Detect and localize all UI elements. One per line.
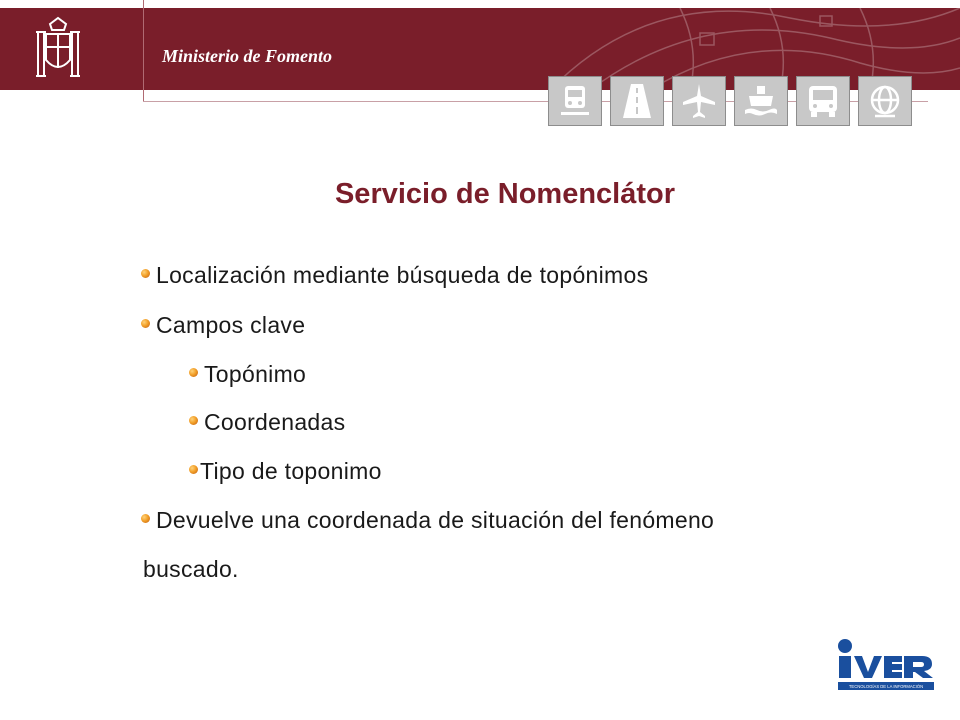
bullet-dot-icon	[189, 465, 198, 474]
bullet-dot-icon	[141, 514, 150, 523]
sub-bullet-item	[189, 361, 306, 388]
globe-icon	[858, 76, 912, 126]
slide-title: Servicio de Nomenclátor	[334, 178, 676, 210]
bullet-text: Tipo de toponimo	[200, 458, 382, 484]
bullet-item	[141, 262, 648, 289]
airplane-icon	[672, 76, 726, 126]
bullet-text: Topónimo	[204, 361, 307, 387]
bullet-text: buscado.	[143, 556, 239, 582]
bullet-text: Campos clave	[156, 312, 306, 338]
bullet-dot-icon	[141, 269, 150, 278]
ship-icon	[734, 76, 788, 126]
bullet-dot-icon	[189, 416, 198, 425]
logo-tagline: TECNOLOGÍAS DE LA INFORMACIÓN	[848, 684, 924, 689]
transport-icon-row	[548, 76, 912, 126]
bullet-text: Coordenadas	[204, 409, 346, 435]
bullet-text: Localización mediante búsqueda de topónimos	[156, 262, 649, 288]
bullet-dot-icon	[141, 319, 150, 328]
bus-icon	[796, 76, 850, 126]
bullet-dot-icon	[189, 368, 198, 377]
sub-bullet-item	[189, 409, 345, 436]
coat-of-arms-icon	[30, 14, 86, 84]
road-icon	[610, 76, 664, 126]
bullet-text: Devuelve una coordenada de situación del fenómeno	[156, 507, 715, 533]
ministry-name: Ministerio de Fomento	[162, 46, 333, 66]
railway-icon	[548, 76, 602, 126]
bullet-continuation	[143, 556, 239, 583]
bullet-item	[141, 312, 305, 339]
iver-logo-icon	[836, 638, 936, 698]
sub-bullet-item	[189, 458, 382, 485]
header-divider-vertical	[143, 0, 144, 102]
bullet-item	[141, 507, 714, 534]
